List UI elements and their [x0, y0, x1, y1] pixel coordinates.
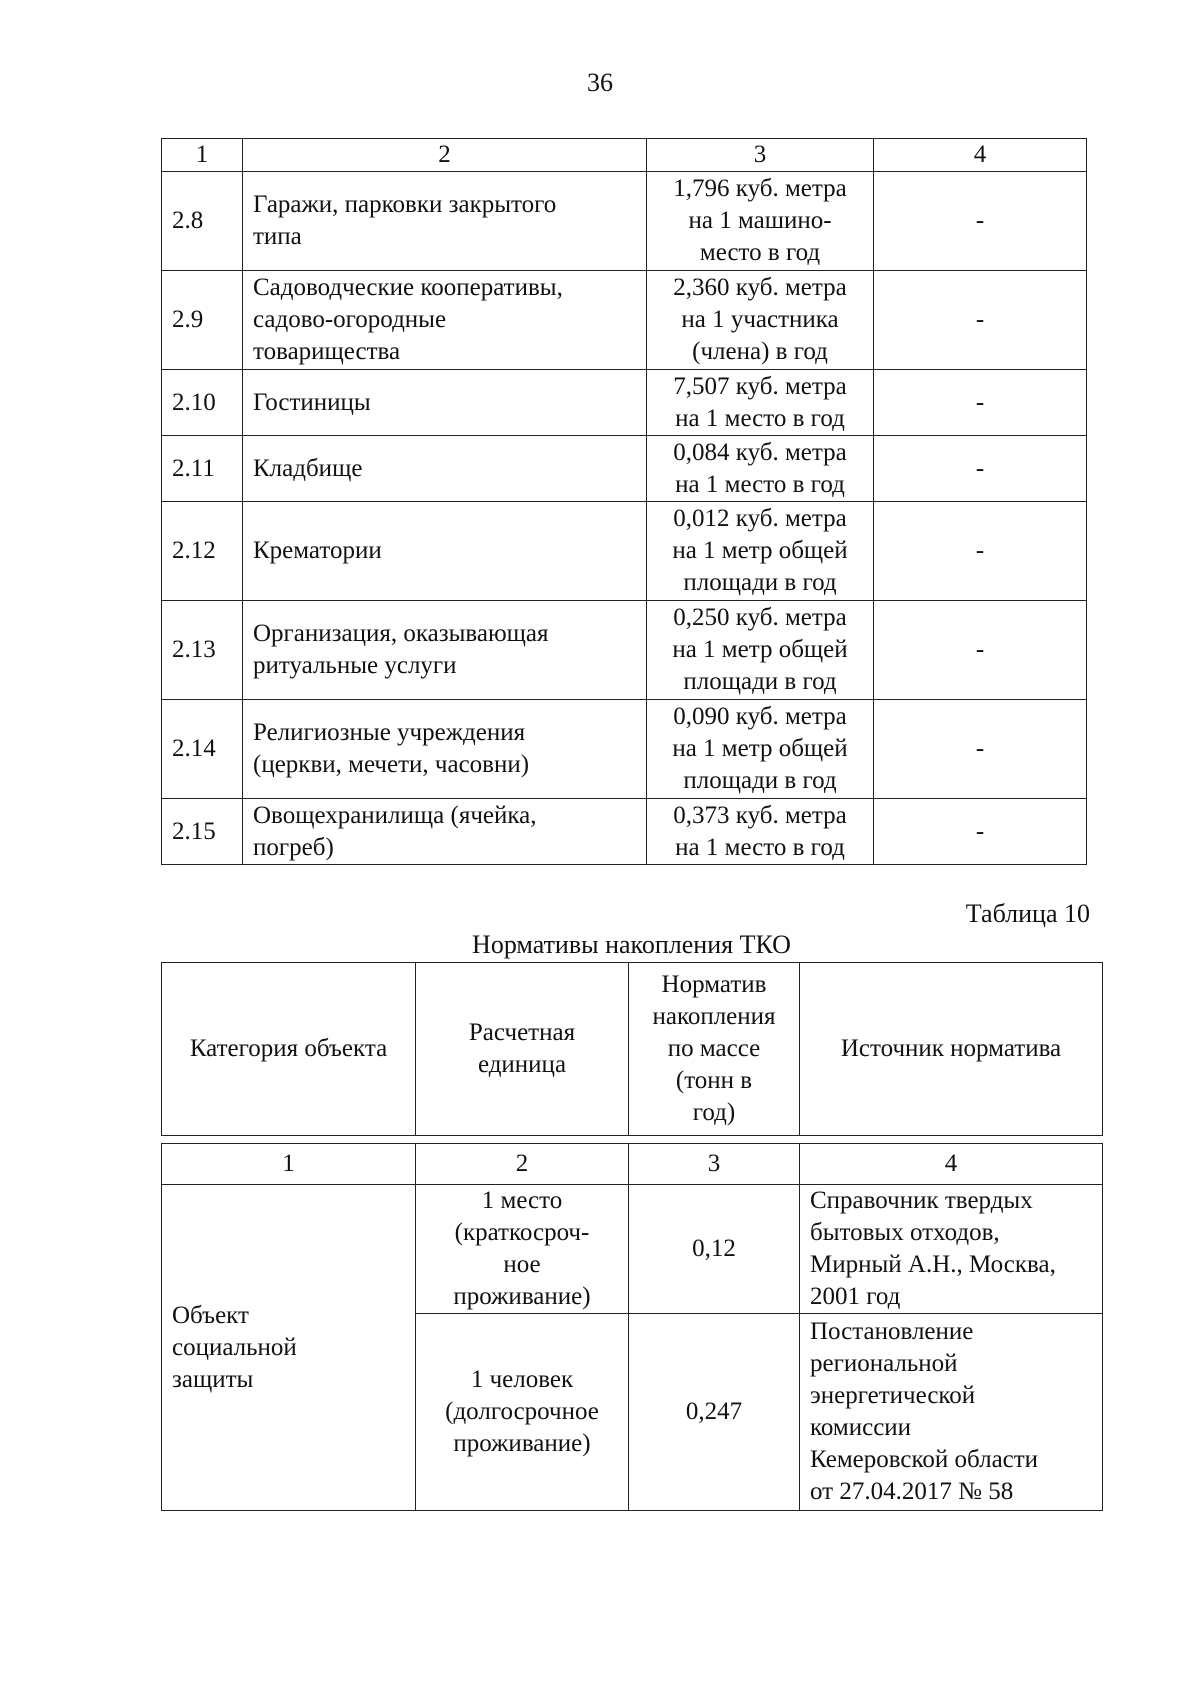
table-row: [162, 370, 1087, 436]
tko-norms-body-table: [161, 1143, 1103, 1511]
norm-source: Постановление региональной энергетической комиссии Кемеровской области от 27.04.2017 № 58: [800, 1314, 1103, 1511]
object-name: Крематории: [243, 502, 647, 601]
object-name: Овощехранилища (ячейка, погреб): [243, 799, 647, 865]
norm-value: 2,360 куб. метра на 1 участника (члена) в год: [647, 271, 874, 370]
object-name: Садоводческие кооперативы, садово-огородные товарищества: [243, 271, 647, 370]
row-number: 2.8: [162, 172, 243, 271]
source-cell: -: [874, 172, 1087, 271]
source-cell: -: [874, 436, 1087, 502]
table-row: [162, 601, 1087, 700]
object-name: Кладбище: [243, 436, 647, 502]
calc-unit: 1 место (краткосроч- ное проживание): [416, 1185, 629, 1314]
page-number: 36: [587, 68, 613, 97]
row-number: 2.15: [162, 799, 243, 865]
norm-value: 0,012 куб. метра на 1 метр общей площади в год: [647, 502, 874, 601]
norm-value: 0,250 куб. метра на 1 метр общей площади в год: [647, 601, 874, 700]
column-number: 3: [629, 1144, 800, 1185]
norm-mass: 0,12: [629, 1185, 800, 1314]
object-name: Гаражи, парковки закрытого типа: [243, 172, 647, 271]
row-number: 2.10: [162, 370, 243, 436]
column-header-source: Источник норматива: [800, 963, 1103, 1136]
norm-source: Справочник твердых бытовых отходов, Мирный А.Н., Москва, 2001 год: [800, 1185, 1103, 1314]
row-number: 2.14: [162, 700, 243, 799]
object-category: Объект социальной защиты: [162, 1185, 416, 1511]
table-row: [162, 271, 1087, 370]
tko-norms-header-table: [161, 962, 1103, 1136]
column-header-category: Категория объекта: [162, 963, 416, 1136]
table-row: [162, 700, 1087, 799]
table-row: [162, 799, 1087, 865]
header-cell: 1: [162, 139, 243, 172]
source-cell: -: [874, 370, 1087, 436]
column-header-unit: Расчетная единица: [416, 963, 629, 1136]
table-title: Нормативы накопления ТКО: [472, 930, 791, 959]
norms-volume-table: [161, 138, 1087, 865]
column-number: 4: [800, 1144, 1103, 1185]
norm-value: 1,796 куб. метра на 1 машино- место в год: [647, 172, 874, 271]
table-row: [162, 502, 1087, 601]
norm-value: 0,373 куб. метра на 1 место в год: [647, 799, 874, 865]
table-row: [162, 172, 1087, 271]
norm-value: 0,090 куб. метра на 1 метр общей площади в год: [647, 700, 874, 799]
source-cell: -: [874, 601, 1087, 700]
norm-value: 0,084 куб. метра на 1 место в год: [647, 436, 874, 502]
table-label: Таблица 10: [965, 899, 1090, 928]
source-cell: -: [874, 799, 1087, 865]
calc-unit: 1 человек (долгосрочное проживание): [416, 1314, 629, 1511]
object-name: Гостиницы: [243, 370, 647, 436]
object-name: Религиозные учреждения (церкви, мечети, часовни): [243, 700, 647, 799]
column-header-norm: Норматив накопления по массе (тонн в год): [629, 963, 800, 1136]
row-number: 2.11: [162, 436, 243, 502]
row-number: 2.9: [162, 271, 243, 370]
source-cell: -: [874, 700, 1087, 799]
column-numbers-row: [162, 1144, 1103, 1185]
row-number: 2.12: [162, 502, 243, 601]
column-number: 2: [416, 1144, 629, 1185]
row-number: 2.13: [162, 601, 243, 700]
header-cell: 3: [647, 139, 874, 172]
column-number: 1: [162, 1144, 416, 1185]
header-cell: 2: [243, 139, 647, 172]
table-row: [162, 1185, 1103, 1314]
object-name: Организация, оказывающая ритуальные услуги: [243, 601, 647, 700]
table-header-row: [162, 963, 1103, 1136]
source-cell: -: [874, 502, 1087, 601]
source-cell: -: [874, 271, 1087, 370]
header-cell: 4: [874, 139, 1087, 172]
norm-value: 7,507 куб. метра на 1 место в год: [647, 370, 874, 436]
table-header-row: [162, 139, 1087, 172]
norm-mass: 0,247: [629, 1314, 800, 1511]
table-row: [162, 436, 1087, 502]
